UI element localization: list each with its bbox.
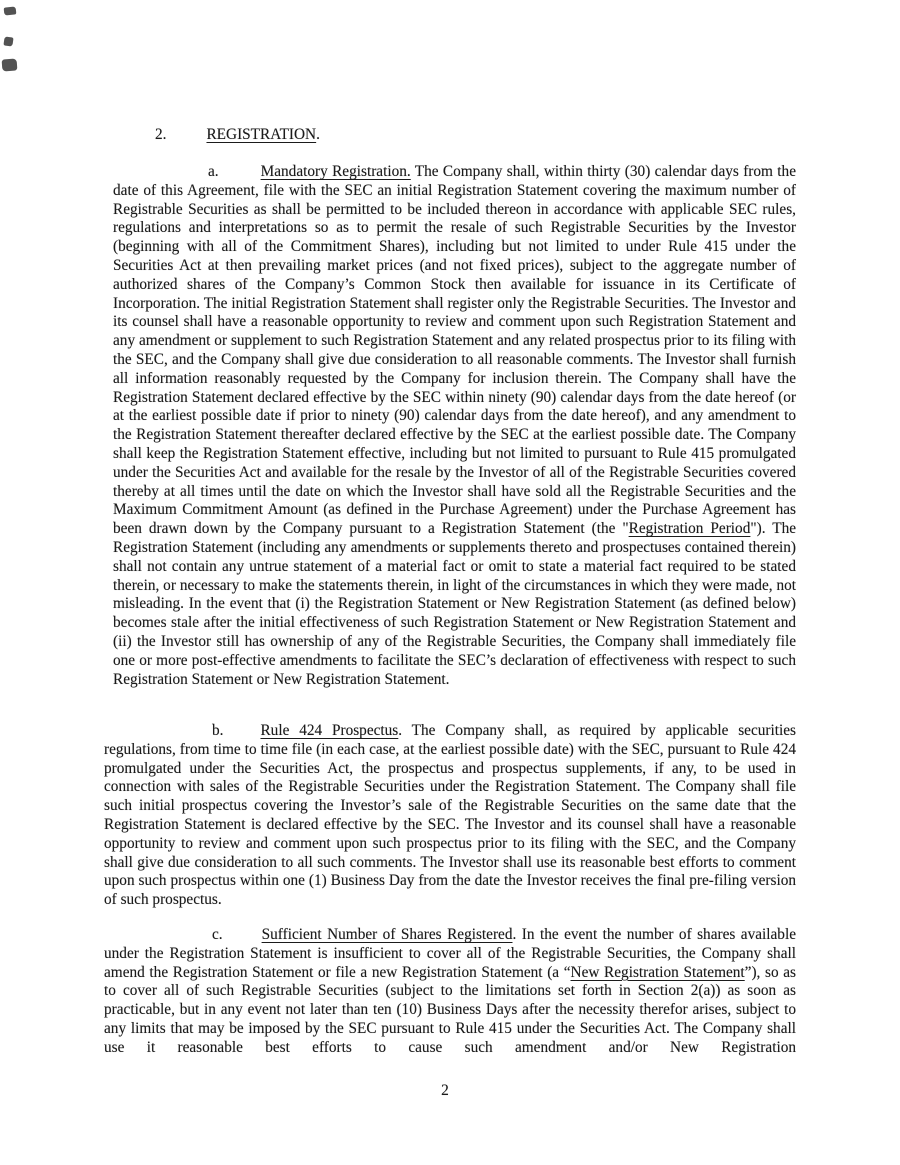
paragraph-mandatory-registration: a. Mandatory Registration. The Company shall, within thirty (30) calendar days from the date of this Agreement, file with the SEC an initial Registration Statement covering the maximum number of Registrable Securities as shall be permitted to be included thereon in accordance with applicable SEC rules, regulations and interpretations so as to permit the resale of such Registrable Securities by the Investor (beginning with all of the Commitment Shares), including but not limited to under Rule 415 under the Securities Act at then prevailing market prices (and not fixed prices), subject to the aggregate number of authorized shares of the Company’s Common Stock then available for issuance in its Certificate of Incorporation. The initial Registration Statement shall register only the Registrable Securities. The Investor and its counsel shall have a reasonable opportunity to review and comment upon such Registration Statement and any amendment or supplement to such Registration Statement and any related prospectus prior to its filing with the SEC, and the Company shall give due consideration to all reasonable comments. The Investor shall furnish all information reasonably requested by the Company for inclusion therein. The Company shall have the Registration Statement declared effective by the SEC within ninety (90) calendar days from the date hereof (or at the earliest possible date if prior to ninety (90) calendar days from the date hereof), and any amendment to the Registration Statement thereafter declared effective by the SEC at the earliest possible date. The Company shall keep the Registration Statement effective, including but not limited to pursuant to Rule 415 promulgated under the Securities Act and available for the resale by the Investor of all of the Registrable Securities covered thereby at all times until the date on which the Investor shall have sold all the Registrable Securities and the Maximum Commitment Amount (as defined in the Purchase Agreement) under the Purchase Agreement has been drawn down by the Company pursuant to a Registration Statement (the "Registration Period"). The Registration Statement (including any amendments or supplements thereto and prospectuses contained therein) shall not contain any untrue statement of a material fact or omit to state a material fact required to be stated therein, or necessary to make the statements therein, in light of the circumstances in which they were made, not misleading. In the event that (i) the Registration Statement or New Registration Statement (as defined below) becomes stale after the initial effectiveness of such Registration Statement or New Registration Statement and (ii) the Investor still has ownership of any of the Registrable Securities, the Company shall immediately file one or more post-effective amendments to facilitate the SEC’s declaration of effectiveness with respect to such Registration Statement or New Registration Statement. (113, 163, 797, 688)
scan-artifact (3, 36, 13, 46)
scan-artifact (4, 6, 17, 15)
paragraph-rule-424-prospectus: b. Rule 424 Prospectus. The Company shall, as required by applicable securities regulations, from time to time file (in each case, at the earliest possible date) with the SEC, pursuant to Rule 424 promulgated under the Securities Act, the prospectus and prospectus supplements, if any, to be used in connection with sales of the Registrable Securities under the Registration Statement. The Company shall file such initial prospectus covering the Investor’s sale of the Registrable Securities on the same date that the Registration Statement is declared effective by the SEC. The Investor and its counsel shall have a reasonable opportunity to review and comment upon such prospectus prior to its filing with the SEC, and the Company shall give due consideration to all such comments. The Investor shall use its reasonable best efforts to comment upon such prospectus within one (1) Business Day from the date the Investor receives the final pre-filing version of such prospectus. (104, 722, 796, 909)
paragraph-sufficient-number-of-shares-registered: c. Sufficient Number of Shares Registered. In the event the number of shares available under the Registration Statement is insufficient to cover all of the Registrable Securities, the Company shall amend the Registration Statement or file a new Registration Statement (a “New Registration Statement”), so as to cover all of such Registrable Securities (subject to the limitations set forth in Section 2(a)) as soon as practicable, but in any event not later than ten (10) Business Days after the necessity therefor arises, subject to any limits that may be imposed by the SEC pursuant to Rule 415 under the Securities Act. The Company shall use it reasonable best efforts to cause such amendment and/or New Registration (104, 926, 796, 1056)
scan-artifact (2, 58, 18, 71)
page-number: 2 (441, 1082, 449, 1099)
section-heading-registration: 2. REGISTRATION. (155, 126, 320, 143)
